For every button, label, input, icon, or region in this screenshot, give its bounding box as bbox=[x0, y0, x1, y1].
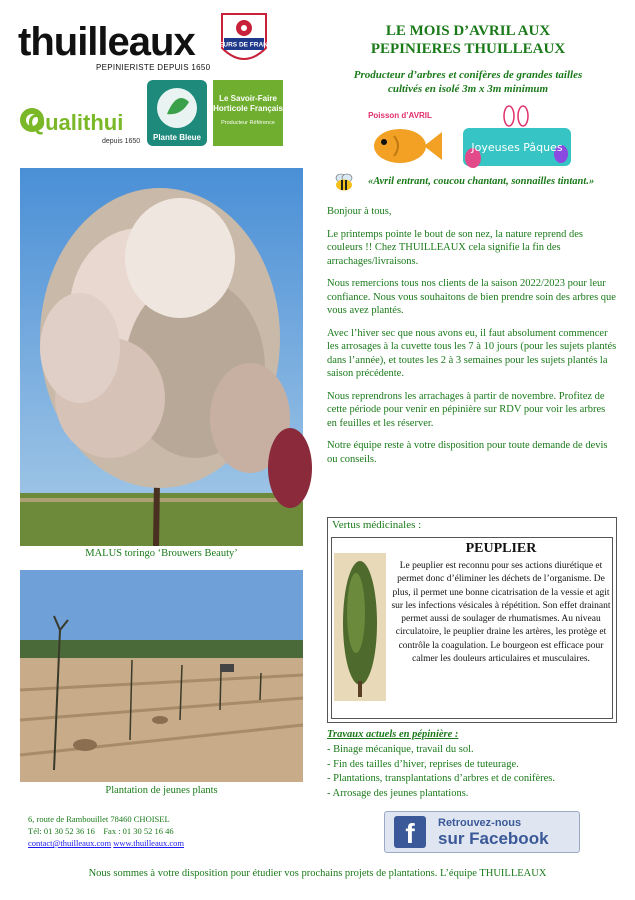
email-link[interactable]: contact@thuilleaux.com bbox=[28, 838, 112, 848]
phone-line: Tél: 01 30 52 36 16 Fax : 01 30 52 16 46 bbox=[28, 826, 174, 836]
contact-block bbox=[28, 813, 184, 849]
travaux-title: Travaux actuels en pépinière : bbox=[327, 729, 459, 740]
paragraph-1: Le printemps pointe le bout de son nez, la nature reprend des couleurs !! Chez THUILLEAUX cela signifie la fin des arrachages/livraisons. bbox=[327, 228, 583, 267]
qualithui-sub: depuis 1650 bbox=[102, 138, 141, 145]
page-title bbox=[318, 22, 618, 58]
proverb: «Avril entrant, coucou chantant, sonnailles tintant.» bbox=[368, 176, 595, 187]
letter-body bbox=[327, 205, 617, 475]
plante-bleue-text: Plante Bleue bbox=[152, 133, 202, 142]
subtitle-line-2: cultivés en isolé 3m x 3m minimum bbox=[387, 83, 549, 95]
facebook-line-2[interactable]: sur Facebook bbox=[438, 829, 549, 848]
fleurs-de-france-text: FLEURS DE FRANCE bbox=[211, 41, 277, 49]
paragraph-3: Avec l’hiver sec que nous avons eu, il faut absolument commencer les arrosages à la cuvette tous les 7 à 10 jours (pour les sujets plantés dans l’année), et toutes les 2 à 3 semaines pour les sujets plantés la saison précédente. bbox=[327, 327, 617, 379]
photo-caption-malus: MALUS toringo ‘Brouwers Beauty’ bbox=[85, 548, 238, 559]
greeting: Bonjour à tous, bbox=[327, 206, 392, 217]
travaux-item: - Binage mécanique, travail du sol. bbox=[327, 744, 474, 755]
website-link[interactable]: www.thuilleaux.com bbox=[113, 838, 184, 848]
poisson-label: Poisson d’AVRIL bbox=[368, 111, 432, 120]
brand-logo: thuilleaux bbox=[18, 20, 195, 64]
savoir-faire-text: Le Savoir-Faire Horticole Français bbox=[213, 94, 283, 113]
vertus-text: Le peuplier est reconnu pour ses actions diurétique et permet donc d’éliminer les déchets de l’organisme. De plus, il permet une bonne cicatrisation de la vessie et agit sur les infections vésicales à répétition. Son effet drainant permet aussi de soulager de rhumatismes. Au niveau circulatoire, le peuplier draine les artères, les protège et contrôle la coagulation. Le bourgeon est efficace pour calmer les douleurs articulaires et musculaires. bbox=[391, 561, 611, 665]
joyeuses-paques-illustration bbox=[457, 106, 575, 170]
paragraph-2: Nous remercions tous nos clients de la saison 2022/2023 pour leur confiance. Nous vous souhaitons de bien prendre soin des arbres que vous avez plantés. bbox=[327, 278, 616, 316]
poisson-davril-illustration bbox=[366, 106, 446, 170]
plante-bleue-badge bbox=[147, 80, 207, 146]
subtitle-line-1: Producteur d’arbres et conifères de grandes tailles bbox=[353, 69, 583, 81]
travaux-item: - Plantations, transplantations d’arbres et de conifères. bbox=[327, 773, 556, 784]
poplar-tree-image bbox=[334, 553, 386, 701]
savoir-faire-badge bbox=[213, 80, 283, 146]
web-line bbox=[28, 837, 184, 849]
travaux-item: - Fin des tailles d’hiver, reprises de tuteurage. bbox=[327, 758, 519, 770]
paragraph-5: Notre équipe reste à votre disposition pour toute demande de devis ou conseils. bbox=[327, 440, 608, 465]
vertus-label: Vertus médicinales : bbox=[332, 519, 422, 531]
facebook-icon[interactable]: f bbox=[394, 816, 426, 848]
vertus-title: PEUPLIER bbox=[465, 541, 537, 556]
facebook-line-1[interactable]: Retrouvez-nous bbox=[438, 817, 522, 829]
title-line-1: LE MOIS D’AVRIL AUX bbox=[385, 23, 551, 39]
address-line: 6, route de Rambouillet 78460 CHOISEL bbox=[28, 814, 170, 824]
young-plants-photo bbox=[20, 570, 303, 782]
photo-caption-plantation: Plantation de jeunes plants bbox=[105, 785, 218, 796]
qualithui-logo bbox=[18, 100, 140, 146]
paques-label: Joyeuses Pâques bbox=[471, 141, 563, 154]
bee-icon bbox=[333, 172, 355, 192]
title-line-2: PEPINIERES THUILLEAUX bbox=[370, 41, 566, 57]
travaux-item: - Arrosage des jeunes plantations. bbox=[327, 787, 469, 799]
page-subtitle bbox=[318, 68, 618, 96]
qualithui-text: Qualithui bbox=[28, 110, 124, 135]
fleurs-de-france-badge bbox=[211, 12, 277, 72]
malus-tree-photo bbox=[20, 168, 303, 546]
travaux-list bbox=[327, 743, 555, 801]
savoir-faire-sub: Producteur Référence bbox=[221, 120, 275, 126]
paragraph-4: Nous reprendrons les arrachages à partir de novembre. Profitez de cette période pour venir en pépinière sur RDV pour voir les arbres en feuilles et les réserver. bbox=[327, 390, 606, 429]
brand-tagline: PEPINIERISTE DEPUIS 1650 bbox=[96, 63, 211, 72]
footer-text: Nous sommes à votre disposition pour étudier vos prochains projets de plantations. L’équipe THUILLEAUX bbox=[88, 868, 547, 879]
